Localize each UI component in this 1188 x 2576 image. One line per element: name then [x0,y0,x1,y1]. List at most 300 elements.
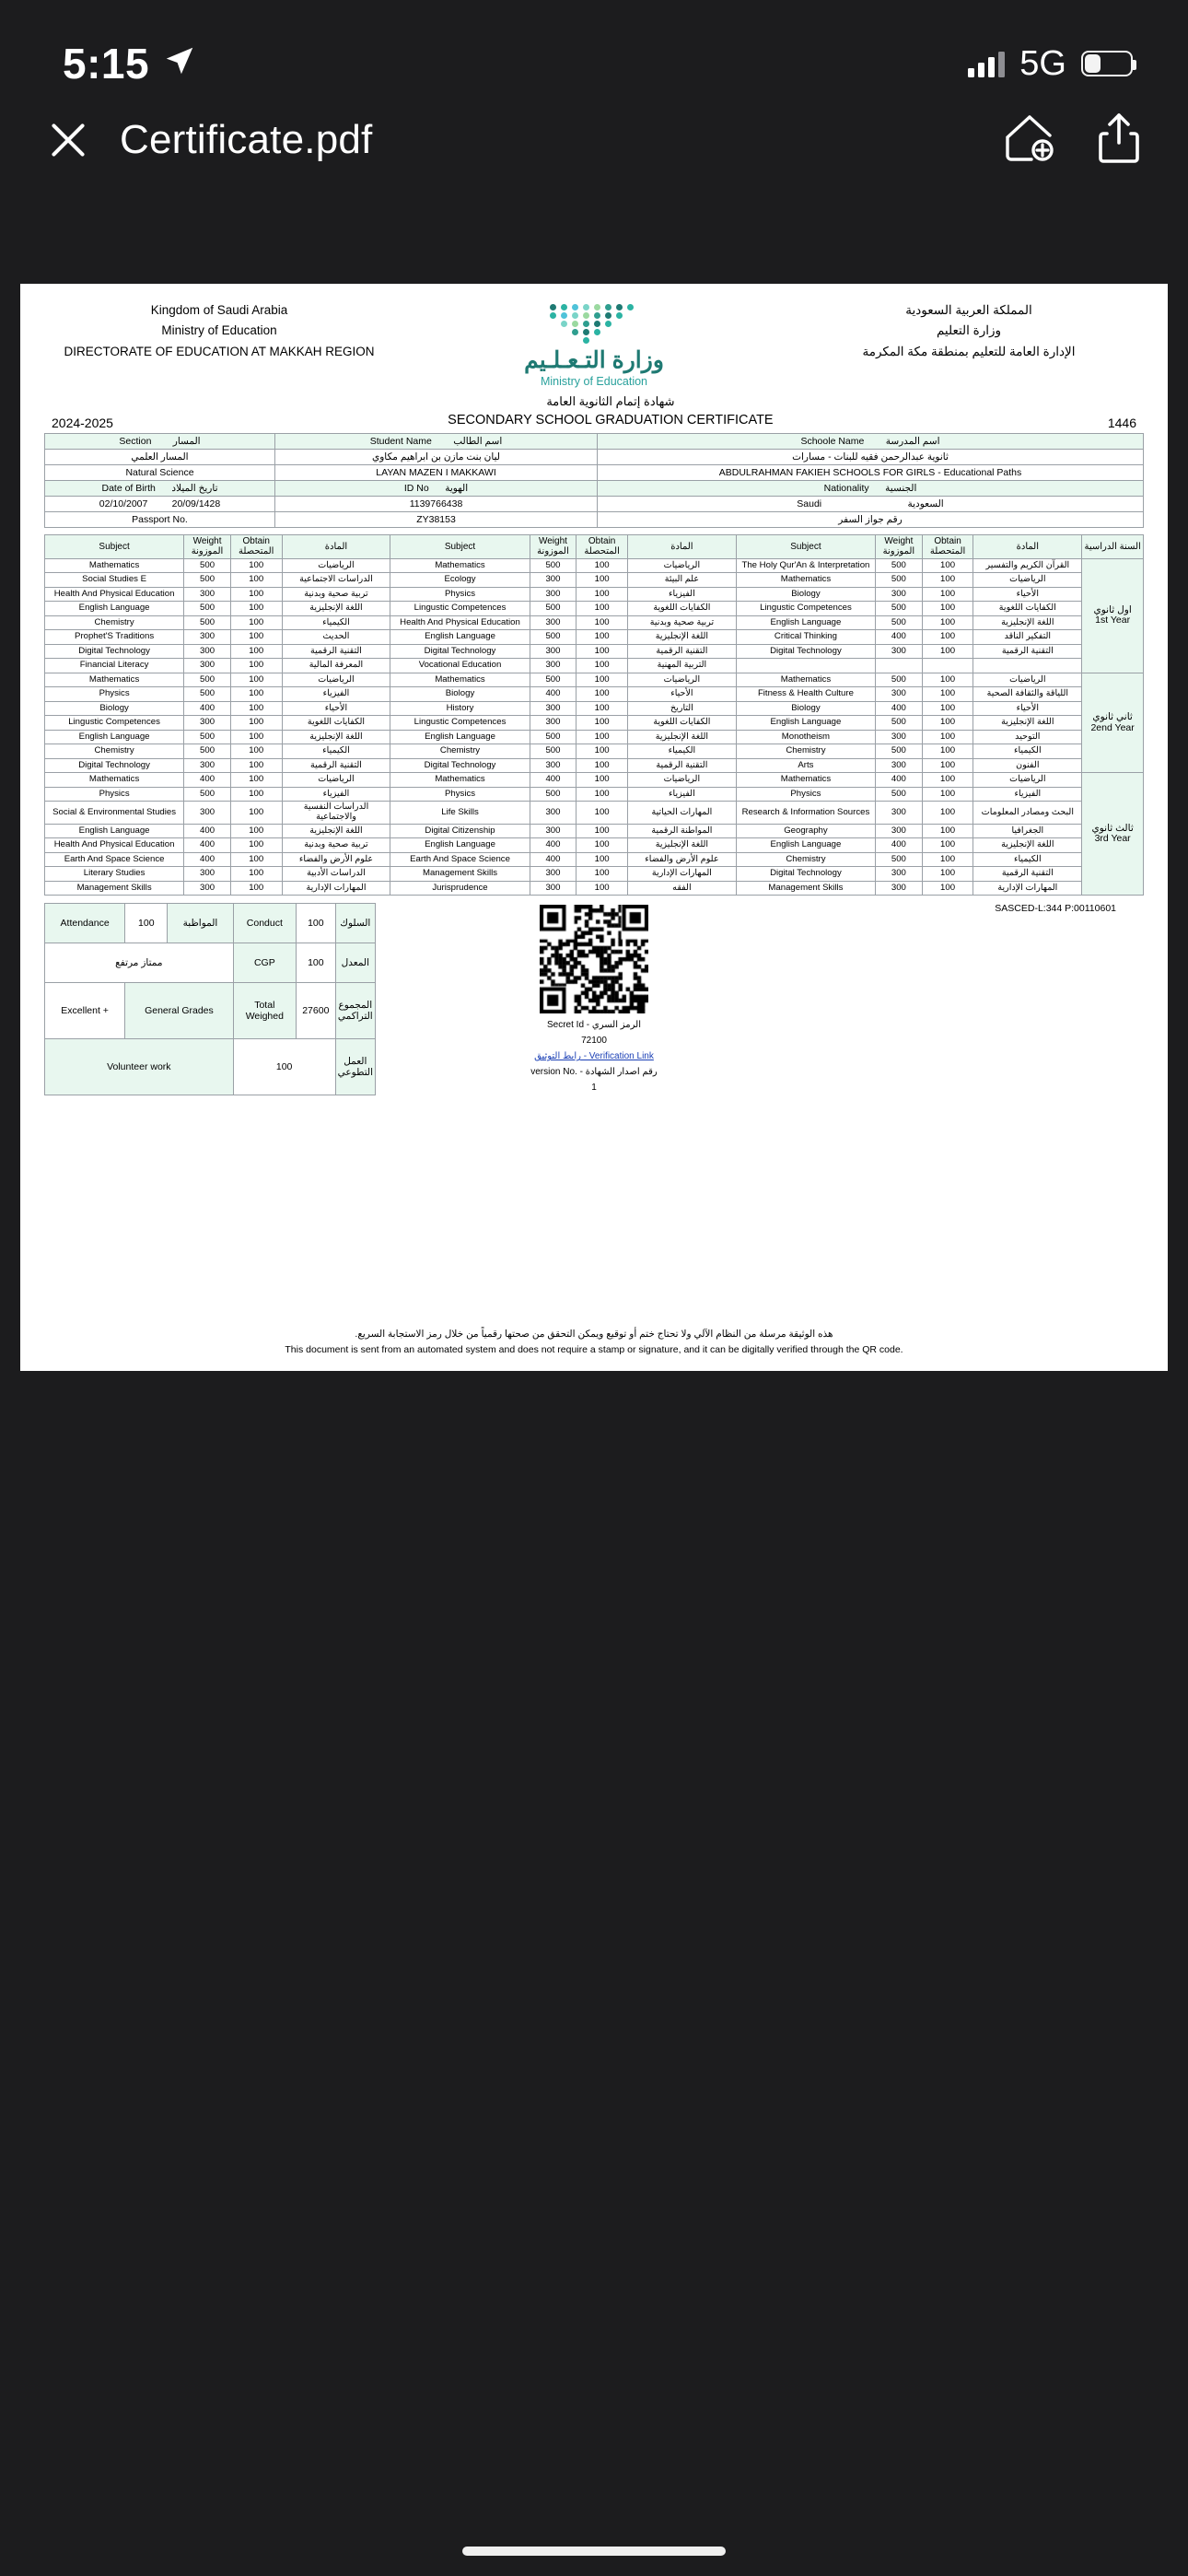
subject-ar: الفيزياء [627,587,736,602]
share-icon[interactable] [1098,111,1140,170]
mark-weight: 300 [184,758,231,773]
mark-weight: 500 [876,852,923,867]
school-name-header-en: Schoole Name [800,435,865,447]
total-weighed-label: Total Weighed [233,983,296,1039]
subject-en: Ecology [390,573,530,588]
subject-en: Biology [45,701,184,716]
kingdom-label-ar: المملكة العربية السعودية [905,303,1032,317]
status-bar [0,0,1188,96]
subject-ar: الحديث [282,630,390,645]
mark-obtain: 100 [577,659,628,673]
subject-en: English Language [45,730,184,744]
mark-obtain: 100 [922,867,973,882]
mark-weight: 500 [530,673,577,687]
subject-en: Prophet'S Traditions [45,630,184,645]
subject-en: English Language [736,615,875,630]
qr-verification-block [385,903,803,1095]
subject-en: Research & Information Sources [736,802,875,824]
table-row [45,587,1144,602]
subject-en: Social & Environmental Studies [45,802,184,824]
table-row [45,464,1144,480]
subject-ar: الرياضيات [973,773,1082,788]
subject-ar: اللغة الإنجليزية [627,838,736,853]
table-row [45,630,1144,645]
mark-weight: 300 [530,867,577,882]
mark-obtain: 100 [230,587,282,602]
conduct-label: Conduct [233,904,296,943]
ministry-label-ar: وزارة التعليم [936,323,1002,338]
subject-en: Earth And Space Science [390,852,530,867]
school-name-value-ar: ثانوية عبدالرحمن فقيه للبنات - مسارات [598,449,1144,464]
mark-weight: 300 [876,730,923,744]
mark-obtain: 100 [230,659,282,673]
nationality-value-cell: Saudi السعودية [598,496,1144,511]
mark-obtain: 100 [922,602,973,616]
subject-en: Physics [390,787,530,802]
table-row [45,673,1144,687]
table-row [45,904,376,943]
subject-ar: التقنية الرقمية [627,644,736,659]
mark-weight: 300 [876,644,923,659]
id-header-cell: ID No الهوية [275,480,598,496]
secret-id-label: Secret Id - الرمز السري [546,1020,641,1031]
table-row [45,716,1144,731]
mark-obtain: 100 [922,773,973,788]
subject-en: Management Skills [736,881,875,896]
mark-obtain: 100 [922,630,973,645]
close-icon[interactable] [48,120,88,160]
subject-en: Critical Thinking [736,630,875,645]
mark-obtain: 100 [230,730,282,744]
table-row [45,744,1144,759]
subject-en: Financial Literacy [45,659,184,673]
mark-obtain: 100 [230,824,282,838]
subject-ar: الرياضيات [627,673,736,687]
mark-obtain: 100 [922,615,973,630]
subject-ar: الرياضيات [282,673,390,687]
mark-weight: 500 [184,602,231,616]
pdf-viewer[interactable] [0,184,1188,2576]
clock-label: 5:15 [63,40,150,88]
subject-en: English Language [45,824,184,838]
volunteer-label-ar: العمل التطوعي [335,1039,375,1095]
version-label: version No. - رقم اصدار الشهادة [530,1067,658,1078]
subject-en: Digital Technology [45,644,184,659]
subject-en: Digital Technology [45,758,184,773]
mark-obtain: 100 [922,587,973,602]
subject-en: Biology [736,701,875,716]
mark-weight: 500 [184,730,231,744]
mark-obtain: 100 [230,838,282,853]
mark-weight: 500 [184,673,231,687]
mark-weight: 500 [876,787,923,802]
subject-en: Physics [45,687,184,702]
subject-en: English Language [45,602,184,616]
mark-weight: 300 [530,716,577,731]
subject-ar: الأحياء [973,587,1082,602]
subject-en: Digital Technology [736,867,875,882]
table-row [45,701,1144,716]
mark-weight: 300 [876,802,923,824]
mark-obtain: 100 [922,758,973,773]
subject-en: Digital Technology [736,644,875,659]
subject-ar: الكيمياء [627,744,736,759]
mark-weight [876,659,923,673]
mark-obtain: 100 [230,615,282,630]
mark-weight: 500 [530,787,577,802]
version-value: 1 [591,1083,597,1094]
mark-weight: 400 [876,838,923,853]
table-row [45,480,1144,496]
mark-weight: 400 [530,773,577,788]
mark-obtain: 100 [230,602,282,616]
mark-weight: 300 [184,630,231,645]
year-label: اول ثانوي 1st Year [1082,558,1144,673]
passport-label-cell: Passport No. [45,511,275,527]
subject-ar: اللغة الإنجليزية [973,615,1082,630]
mark-weight: 300 [876,758,923,773]
mark-weight: 300 [184,659,231,673]
mark-obtain: 100 [230,687,282,702]
school-name-header-ar: اسم المدرسة [885,435,940,447]
subject-ar: الكيمياء [282,744,390,759]
mark-obtain: 100 [577,802,628,824]
subject-ar: الفقه [627,881,736,896]
subject-en: Lingustic Competences [736,602,875,616]
dob-header-cell: Date of Birth تاريخ الميلاد [45,480,275,496]
subject-en: Chemistry [45,615,184,630]
table-row [45,573,1144,588]
gregorian-year: 2024-2025 [52,415,113,430]
mark-obtain: 100 [922,573,973,588]
subject-ar: علم البيئة [627,573,736,588]
cgp-label-en: CGP [233,943,296,983]
directorate-label: DIRECTORATE OF EDUCATION AT MAKKAH REGION [64,344,375,358]
mark-obtain: 100 [230,852,282,867]
subject-ar: الكفايات اللغوية [973,602,1082,616]
mark-weight: 300 [876,867,923,882]
mark-obtain: 100 [577,587,628,602]
mark-obtain: 100 [922,730,973,744]
mark-obtain: 100 [230,644,282,659]
volunteer-value: 100 [233,1039,335,1095]
dob-value-cell: 02/10/2007 20/09/1428 [45,496,275,511]
subject-ar: تربية صحية وبدنية [627,615,736,630]
subject-ar: الفيزياء [282,787,390,802]
section-value-en: Natural Science [45,464,275,480]
mark-weight: 300 [530,644,577,659]
subject-en: History [390,701,530,716]
mark-weight: 500 [184,787,231,802]
table-row [45,730,1144,744]
subject-en: English Language [736,838,875,853]
home-indicator[interactable] [462,2547,726,2556]
section-value-ar: المسار العلمي [45,449,275,464]
table-row [45,983,376,1039]
subject-ar: الكفايات اللغوية [282,716,390,731]
subject-ar: التقنية الرقمية [973,644,1082,659]
volunteer-label: Volunteer work [45,1039,234,1095]
mark-obtain: 100 [577,824,628,838]
subject-en: English Language [390,630,530,645]
subject-en: Chemistry [45,744,184,759]
student-name-header-en: Student Name [369,435,432,447]
footer-disclaimer-ar: هذه الوثيقة مرسلة من النظام الآلي ولا تحتاج ختم أو توقيع ويمكن التحقق من صحتها رقمياً من خلال رمز الاستجابة السريع. [355,1329,833,1341]
subject-ar: تربية صحية وبدنية [282,838,390,853]
subject-ar: الكيمياء [973,744,1082,759]
subject-ar: المهارات الإدارية [627,867,736,882]
markup-add-icon[interactable] [1002,113,1055,168]
subject-ar: الدراسات الاجتماعية [282,573,390,588]
mark-obtain: 100 [577,615,628,630]
subject-ar: التفكير الناقد [973,630,1082,645]
mark-obtain [922,659,973,673]
subject-ar: المهارات الحياتية [627,802,736,824]
subject-ar: الرياضيات [282,558,390,573]
mark-weight: 300 [184,867,231,882]
subject-en: Vocational Education [390,659,530,673]
student-info-table [44,433,1144,528]
grades-header-row: Subject Weight الموزونة Obtain المتحصلة المادة Subject Weight الموزونة Obtain المتحصلة المادة Subject Weight الموزونة Obtain المتحصلة المادة السنة الدراسية [45,534,1144,558]
subject-ar: الرياضيات [282,773,390,788]
mark-weight: 400 [184,838,231,853]
mark-obtain: 100 [577,838,628,853]
mark-obtain: 100 [577,881,628,896]
subject-ar: الكفايات اللغوية [627,716,736,731]
certificate-page [20,284,1168,1371]
mark-weight: 300 [530,587,577,602]
mark-obtain: 100 [577,730,628,744]
subject-en: Earth And Space Science [45,852,184,867]
mark-weight: 400 [184,773,231,788]
mark-obtain: 100 [922,558,973,573]
subject-ar: الجغرافيا [973,824,1082,838]
subject-en: Lingustic Competences [390,602,530,616]
subject-ar: المواطنة الرقمية [627,824,736,838]
document-toolbar [0,96,1188,184]
subject-ar: التقنية الرقمية [282,644,390,659]
mark-weight: 400 [530,852,577,867]
mark-obtain: 100 [922,673,973,687]
mark-weight: 300 [184,587,231,602]
subject-en: Mathematics [736,773,875,788]
logo-arabic-label: وزارة التـعـلـيم [524,347,664,373]
subject-ar: الأحياء [973,701,1082,716]
total-weighed-label-ar: المجموع التراكمي [335,983,375,1039]
mark-obtain: 100 [577,644,628,659]
cgp-value: 100 [297,943,336,983]
mark-obtain: 100 [230,867,282,882]
mark-obtain: 100 [577,630,628,645]
subject-en: Mathematics [390,773,530,788]
mark-weight: 300 [184,644,231,659]
subject-en: Physics [390,587,530,602]
attendance-value: 100 [125,904,168,943]
subject-en: Mathematics [45,773,184,788]
ministry-logo [474,300,714,388]
subject-en: Social Studies E [45,573,184,588]
mark-weight: 400 [184,824,231,838]
subject-ar: اللياقة والثقافة الصحية [973,687,1082,702]
mark-weight: 400 [530,838,577,853]
attendance-label-ar: المواظبة [168,904,233,943]
mark-weight: 500 [184,687,231,702]
table-row [45,602,1144,616]
nationality-header-cell: Nationality الجنسية [598,480,1144,496]
mark-weight: 500 [184,744,231,759]
subject-en [736,659,875,673]
subject-en: Digital Technology [390,758,530,773]
table-row [45,838,1144,853]
header-english-block [44,300,394,362]
grades-table [44,534,1144,896]
footer-disclaimer [44,1327,1144,1358]
subject-ar: الرياضيات [973,673,1082,687]
mark-weight: 300 [530,573,577,588]
mark-obtain: 100 [922,838,973,853]
subject-en: Management Skills [45,881,184,896]
table-row [45,758,1144,773]
verification-link[interactable]: رابط التوثيق - Verification Link [534,1051,654,1062]
cellular-bars-icon [968,50,1005,77]
mark-obtain: 100 [230,773,282,788]
section-header-cell [45,433,275,449]
school-name-value-en: ABDULRAHMAN FAKIEH SCHOOLS FOR GIRLS - Educational Paths [598,464,1144,480]
status-bar-indicators [968,44,1133,84]
mark-obtain: 100 [577,558,628,573]
mark-weight: 300 [184,716,231,731]
student-name-value-ar: ليان بنت مازن بن ابراهيم مكاوي [275,449,598,464]
student-name-value-en: LAYAN MAZEN I MAKKAWI [275,464,598,480]
mark-weight: 400 [876,630,923,645]
mark-obtain: 100 [922,701,973,716]
subject-ar: علوم الأرض والفضاء [282,852,390,867]
table-row [45,802,1144,824]
hijri-year: 1446 [1107,415,1136,430]
table-row [45,496,1144,511]
subject-ar: المعرفة المالية [282,659,390,673]
subject-ar: الأحياء [282,701,390,716]
location-arrow-icon [162,39,197,88]
battery-icon [1081,51,1133,76]
subject-ar: الفنون [973,758,1082,773]
mark-weight: 500 [530,630,577,645]
mark-obtain: 100 [577,867,628,882]
mark-obtain: 100 [230,881,282,896]
subject-ar: الكيمياء [973,852,1082,867]
mark-weight: 500 [184,558,231,573]
subject-ar: اللغة الإنجليزية [282,824,390,838]
subject-ar: الفيزياء [973,787,1082,802]
subject-ar: التوحيد [973,730,1082,744]
verification-meta [530,1017,658,1095]
mark-weight: 300 [184,881,231,896]
mark-weight: 300 [530,615,577,630]
logo-dots-icon [502,302,686,345]
mark-obtain: 100 [922,852,973,867]
mark-obtain: 100 [922,716,973,731]
mark-obtain: 100 [577,602,628,616]
mark-weight: 300 [530,701,577,716]
table-row [45,1039,376,1095]
subject-ar: الدراسات النفسية والاجتماعية [282,802,390,824]
table-row [45,511,1144,527]
table-row [45,881,1144,896]
sasced-block [812,903,1144,1095]
mark-obtain: 100 [577,701,628,716]
mark-weight: 500 [184,573,231,588]
mark-obtain: 100 [922,744,973,759]
mark-obtain: 100 [922,824,973,838]
mark-obtain: 100 [577,787,628,802]
subject-en: Chemistry [736,852,875,867]
ministry-label: Ministry of Education [161,323,277,338]
mark-weight: 300 [876,587,923,602]
page-title: Certificate.pdf [120,117,373,162]
subject-ar: الرياضيات [973,573,1082,588]
logo-english-label: Ministry of Education [540,375,648,388]
subject-ar: المهارات الإدارية [973,881,1082,896]
subject-en: Digital Technology [390,644,530,659]
subject-ar: الرياضيات [627,773,736,788]
subject-en: English Language [736,716,875,731]
subject-en: Geography [736,824,875,838]
passport-label-ar-cell: رقم جواز السفر [598,511,1144,527]
student-name-header-ar: اسم الطالب [453,435,503,447]
table-row [45,867,1144,882]
subject-ar: اللغة الإنجليزية [627,630,736,645]
section-header-en: Section [119,435,152,447]
subject-ar: اللغة الإنجليزية [973,838,1082,853]
mark-weight: 500 [876,673,923,687]
subject-ar: المهارات الإدارية [282,881,390,896]
mark-obtain: 100 [230,701,282,716]
mark-weight: 300 [530,802,577,824]
subject-ar: التقنية الرقمية [973,867,1082,882]
subject-en: Digital Citizenship [390,824,530,838]
subject-ar: الفيزياء [627,787,736,802]
conduct-value: 100 [297,904,336,943]
mark-weight: 500 [876,573,923,588]
mark-obtain: 100 [577,758,628,773]
subject-en: English Language [390,730,530,744]
mark-weight: 500 [530,730,577,744]
subject-en: Mathematics [390,558,530,573]
id-value-cell: 1139766438 [275,496,598,511]
network-type-label: 5G [1019,43,1066,83]
table-row [45,615,1144,630]
mark-weight: 400 [530,687,577,702]
mark-weight: 400 [184,852,231,867]
table-row [45,449,1144,464]
mark-obtain: 100 [922,787,973,802]
summary-table [44,903,376,1095]
subject-ar: التقنية الرقمية [282,758,390,773]
mark-weight: 500 [184,615,231,630]
appreciation-value: ممتاز مرتفع [45,943,234,983]
year-label: ثاني ثانوي 2end Year [1082,673,1144,773]
subject-en: Life Skills [390,802,530,824]
subject-en: Mathematics [45,673,184,687]
certificate-footer-section [44,903,1144,1095]
mark-obtain: 100 [577,852,628,867]
mark-weight: 300 [876,881,923,896]
qr-code-icon [540,905,648,1013]
excellent-value: Excellent + [45,983,125,1039]
mark-obtain: 100 [577,716,628,731]
subject-ar: تربية صحية وبدنية [282,587,390,602]
table-row [45,852,1144,867]
